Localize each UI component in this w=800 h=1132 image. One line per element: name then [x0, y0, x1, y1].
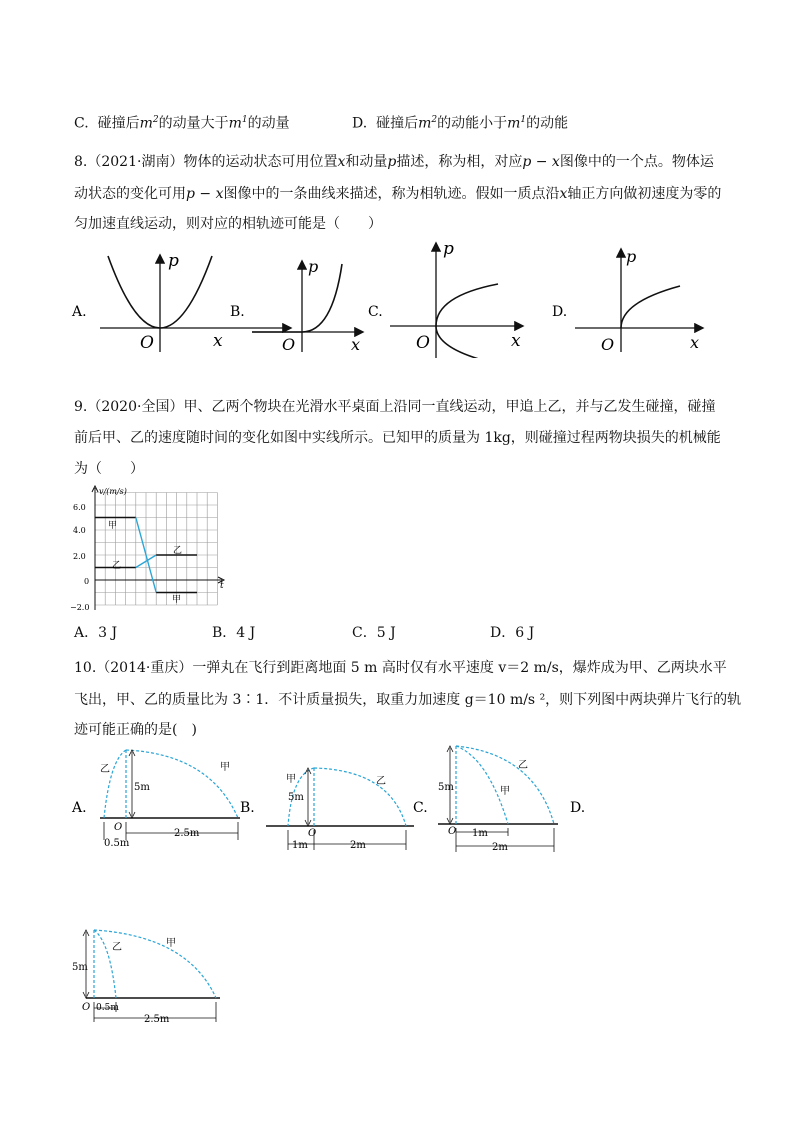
q10-fig-d-d2: 2.5m [144, 1014, 170, 1025]
q10-fig-c-jia: 甲 [500, 786, 510, 797]
q10-fig-c-d1: 1m [472, 828, 488, 839]
q10-fig-b [266, 768, 428, 851]
q10-fig-d-yi: 乙 [112, 942, 122, 953]
q9-tick-neg2: −2.0 [70, 603, 90, 612]
q7-option-d: D. 碰撞后$m^2$的动能小于$m^1$的动能 [352, 115, 569, 132]
q8-graph-b-axis-x: x [351, 335, 361, 354]
q9-tick-2: 2.0 [73, 552, 86, 561]
q10-fig-a-label: A. [72, 800, 87, 816]
q10-fig-b-origin: O [308, 828, 317, 839]
q9-tick-0: 0 [84, 577, 90, 586]
q10-line-3: 迹可能正确的是( ) [74, 722, 197, 738]
q10-fig-c-height: 5m [438, 782, 454, 793]
q10-fig-b-left: 1m [292, 840, 308, 851]
q8-graph-a-label: A. [72, 304, 87, 320]
q8-graph-a [71, 251, 290, 353]
q10-fig-a-origin: O [114, 822, 123, 833]
q9-option-b: B．4 J [212, 625, 256, 641]
q9-line-3: 为（ ） [74, 461, 144, 477]
q10-fig-c-origin: O [448, 826, 457, 837]
q8-graph-d [552, 247, 702, 354]
q10-fig-d-label: D. [570, 800, 586, 816]
q8-line-2: 动状态的变化可用p − x图像中的一条曲线来描述，称为相轨迹。假如一质点沿x轴正方向做初速度为零的 [74, 186, 722, 202]
q10-fig-b-right: 2m [350, 840, 366, 851]
q9-line-2: 前后甲、乙的速度随时间的变化如图中实线所示。已知甲的质量为 1kg，则碰撞过程两物块损失的机械能 [74, 430, 721, 446]
q9-ylabel: v/(m/s) [99, 487, 127, 496]
q8-graph-c [368, 240, 522, 358]
q8-graph-b-origin: O [282, 335, 296, 354]
q8-graph-b [230, 257, 362, 354]
q8-graph-c-axis-x: x [511, 331, 521, 351]
q8-line-1: 8.（2021·湖南）物体的运动状态可用位置x和动量p描述，称为相，对应p − x图像中的一个点。物体运 [74, 154, 714, 170]
q8-graph-d-axis-p: p [626, 247, 637, 266]
q10-fig-a-height: 5m [134, 782, 150, 793]
q10-fig-a-jia: 甲 [220, 762, 230, 773]
q9-label-yi-right: 乙 [173, 546, 183, 556]
q10-fig-c-d2: 2m [492, 842, 508, 853]
q10-line-1: 10.（2014·重庆）一弹丸在飞行到距离地面 5 m 高时仅有水平速度 v＝2 m/s，爆炸成为甲、乙两块水平 [74, 660, 727, 676]
q8-graph-b-label: B. [230, 304, 245, 320]
q9-tick-6: 6.0 [73, 503, 86, 512]
q10-fig-b-yi: 乙 [376, 776, 386, 787]
q8-graph-c-label: C. [368, 304, 383, 320]
q10-fig-c-label: C. [413, 800, 428, 816]
q9-option-d: D．6 J [490, 625, 535, 641]
q8-graph-a-axis-x: x [213, 331, 223, 351]
q8-graph-d-origin: O [601, 335, 615, 354]
q10-fig-c-yi: 乙 [518, 760, 528, 771]
q9-label-yi-left: 乙 [112, 561, 122, 571]
q9-line-1: 9.（2020·全国）甲、乙两个物块在光滑水平桌面上沿同一直线运动，甲追上乙，并与乙发生碰撞，碰撞 [74, 399, 716, 415]
q8-line-3: 匀加速直线运动，则对应的相轨迹可能是（ ） [74, 216, 382, 232]
q10-fig-d [70, 920, 230, 1030]
q10-fig-a-right: 2.5m [174, 828, 200, 839]
q10-fig-a-left: 0.5m [104, 838, 130, 849]
q8-graph-c-axis-p: p [443, 240, 454, 259]
q9-xlabel: t [220, 581, 224, 591]
q8-graph-a-axis-p: p [168, 251, 179, 271]
q9-label-jia-bottom: 甲 [172, 595, 182, 605]
q10-fig-a [71, 750, 255, 849]
q9-vt-chart [70, 484, 230, 614]
q10-fig-b-jia: 甲 [286, 774, 296, 785]
q10-fig-d-jia: 甲 [166, 938, 176, 949]
q7-option-c: C. 碰撞后$m^2$的动量大于$m^1$的动量 [74, 115, 290, 132]
q10-fig-b-height: 5m [288, 792, 304, 803]
q8-graph-d-axis-x: x [690, 333, 700, 352]
q8-graph-a-origin: O [140, 333, 154, 353]
q9-option-a: A．3 J [74, 625, 118, 641]
q10-fig-c [438, 746, 585, 853]
q10-line-2: 飞出，甲、乙的质量比为 3∶1．不计质量损失，取重力加速度 g＝10 m/s ²，则下列图中两块弹片飞行的轨 [74, 692, 742, 708]
q9-tick-4: 4.0 [73, 526, 86, 535]
q10-fig-b-label: B. [240, 800, 255, 816]
q10-fig-d-d1: 0.5m [96, 1003, 119, 1013]
q8-graph-b-axis-p: p [308, 257, 319, 276]
q9-label-jia-top: 甲 [108, 521, 118, 531]
q8-graphs [70, 240, 740, 358]
q10-fig-d-origin: O [82, 1002, 91, 1013]
q9-option-c: C．5 J [352, 625, 396, 641]
q10-fig-a-yi: 乙 [100, 764, 110, 775]
q8-graph-c-origin: O [416, 333, 430, 353]
q8-graph-d-label: D. [552, 304, 568, 320]
q10-figures-abc [70, 740, 590, 860]
q10-fig-d-height: 5m [72, 962, 88, 973]
